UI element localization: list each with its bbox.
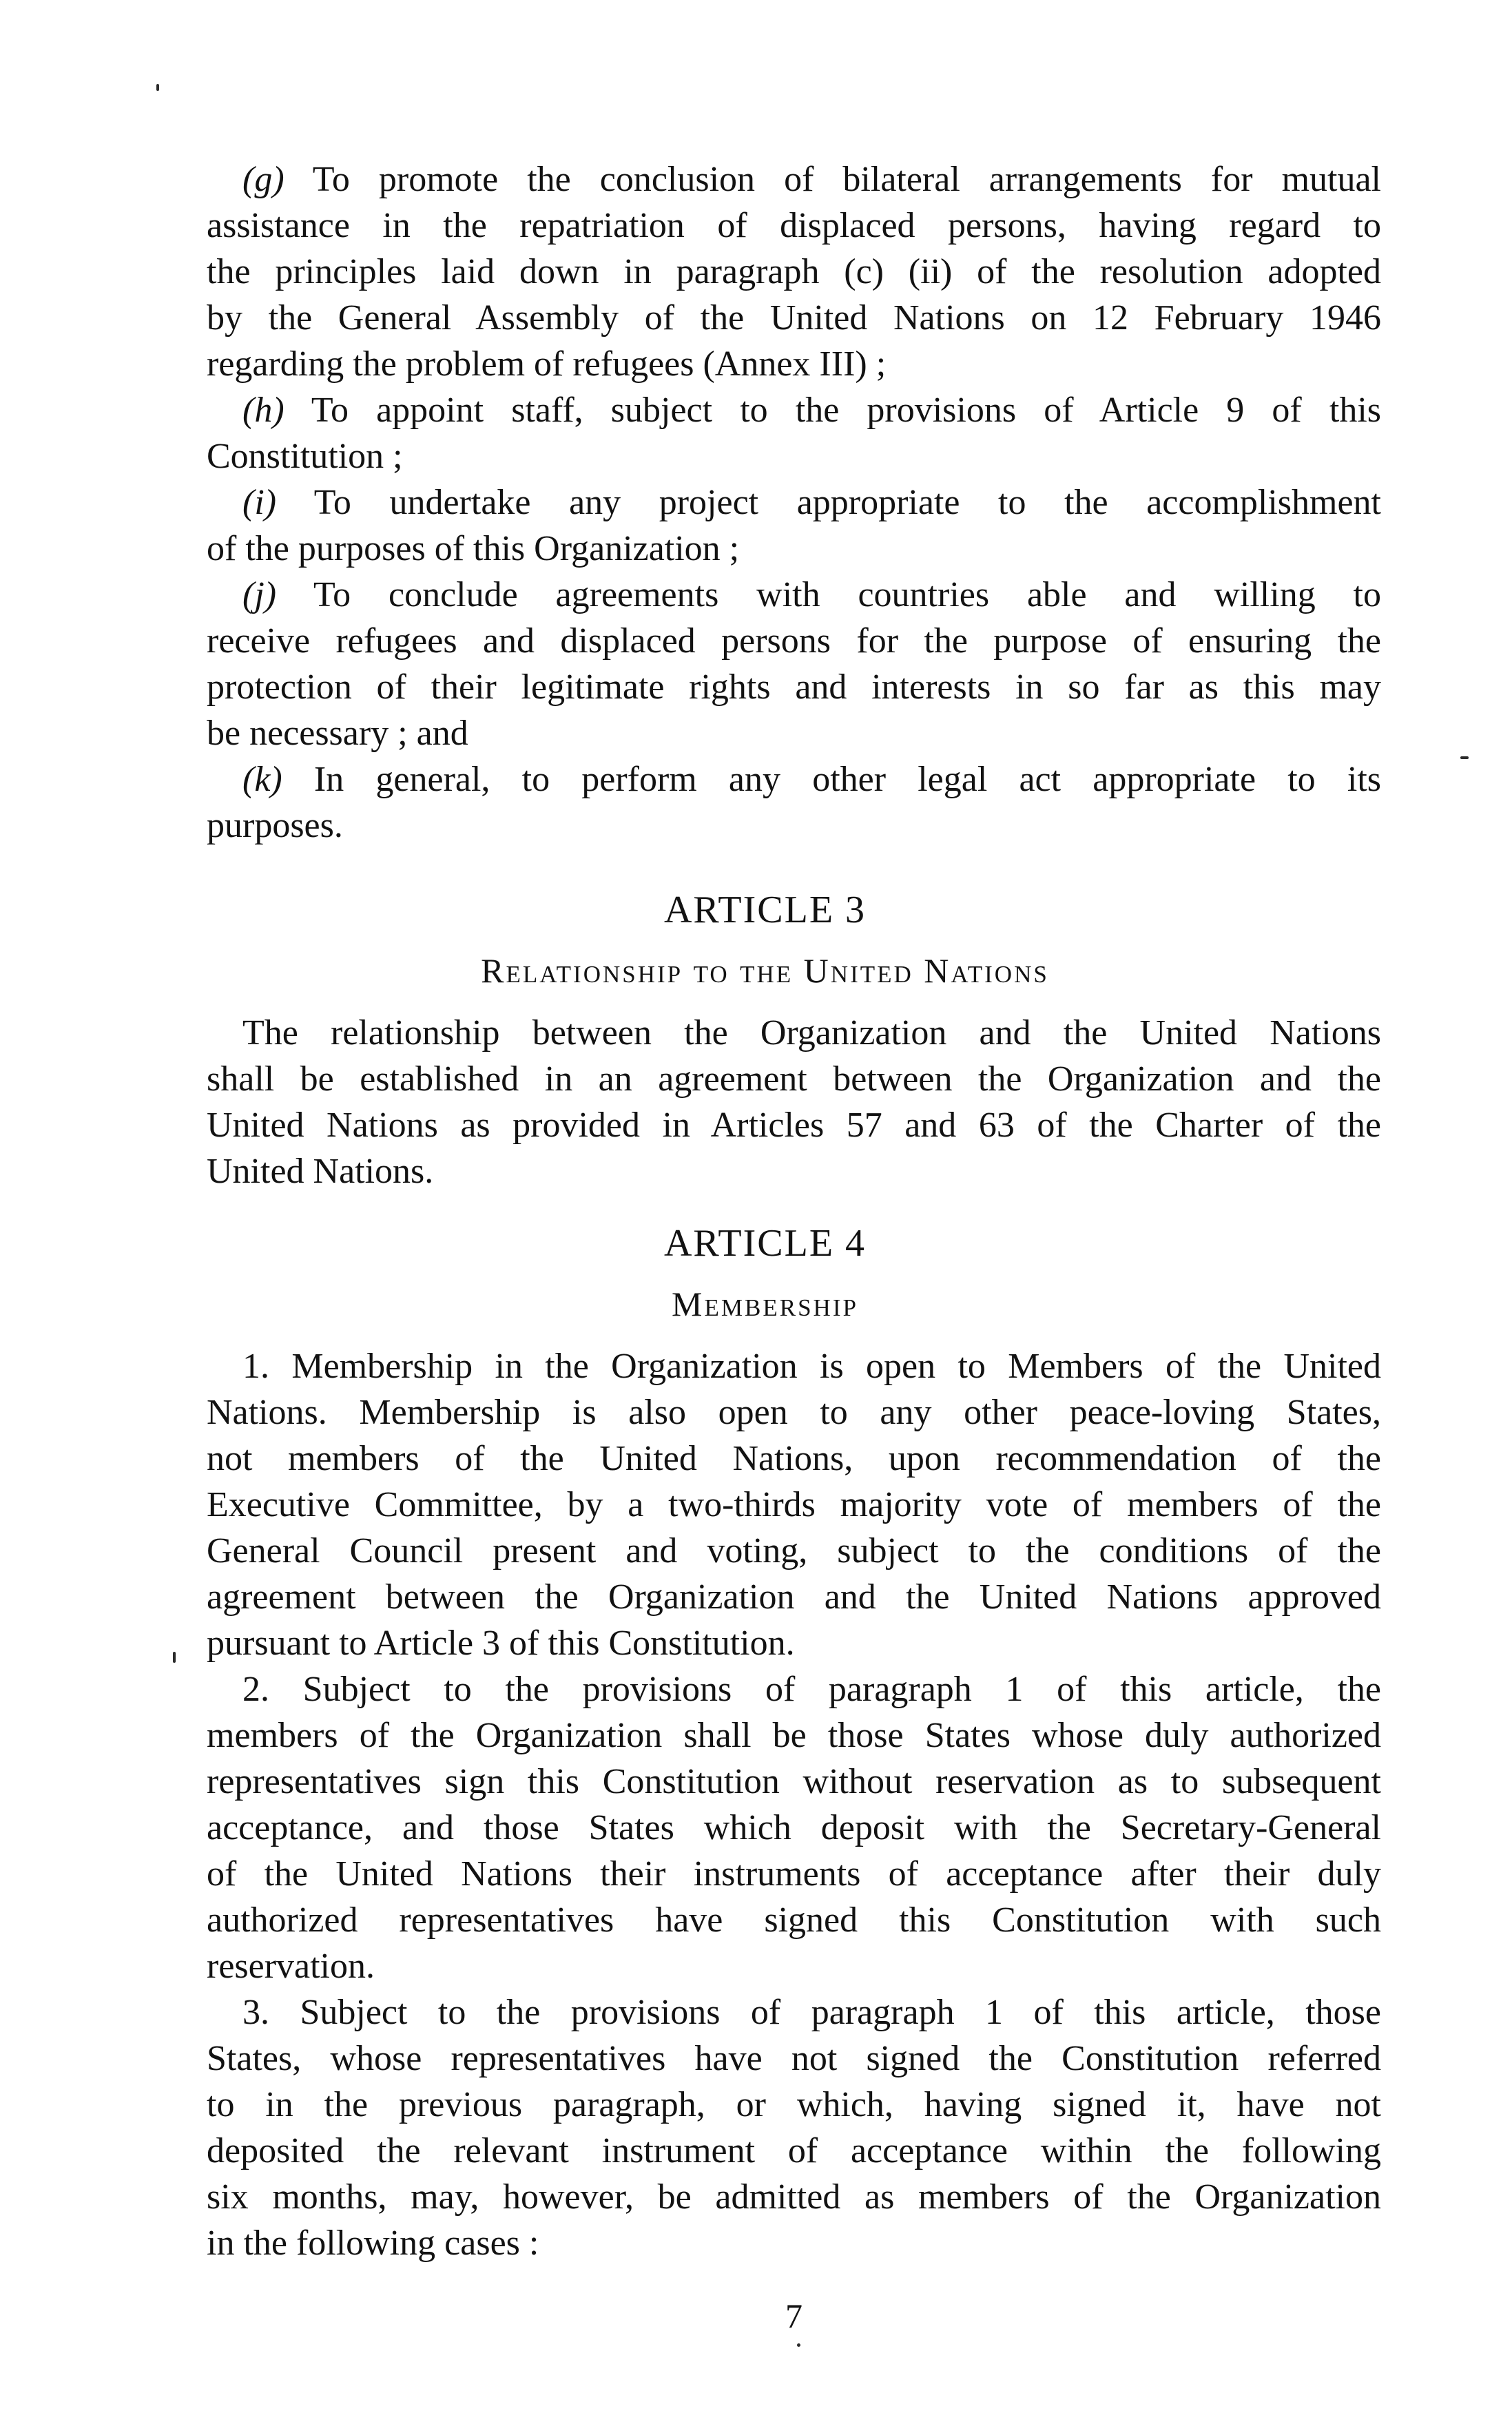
- paragraph-g-line: the principles laid down in paragraph (c) (ii) of the resolution adopted: [207, 252, 1381, 291]
- article-4-paragraph-2-line: 2. Subject to the provisions of paragraph 1 of this article, the: [242, 1670, 1381, 1709]
- article-4-paragraph-3-line: to in the previous paragraph, or which, having signed it, have not: [207, 2085, 1381, 2124]
- article-3-paragraph-line: United Nations as provided in Articles 57 and 63 of the Charter of the: [207, 1106, 1381, 1145]
- article-3-paragraph-line: United Nations.: [207, 1152, 434, 1191]
- paragraph-h-line: Constitution ;: [207, 437, 403, 476]
- article-3-paragraph-line: shall be established in an agreement between the Organization and the: [207, 1059, 1381, 1099]
- article-4-paragraph-2-line: authorized representatives have signed this Constitution with such: [207, 1900, 1381, 1940]
- scan-speck: [156, 84, 159, 91]
- article-4-paragraph-3-line: in the following cases :: [207, 2224, 539, 2263]
- line-text: To conclude agreements with countries able and willing to: [313, 575, 1381, 614]
- paragraph-j-line: [207, 572, 1381, 618]
- article-4-paragraph-2-line: representatives sign this Constitution without reservation as to subsequent: [207, 1762, 1381, 1801]
- article-4-paragraph-1-line: agreement between the Organization and the United Nations approved: [207, 1577, 1381, 1617]
- line-text: To appoint staff, subject to the provisions of Article 9 of this: [311, 391, 1381, 430]
- paragraph-g-line: by the General Assembly of the United Nations on 12 February 1946: [207, 298, 1381, 338]
- article-4-paragraph-1-line: pursuant to Article 3 of this Constitution.: [207, 1624, 795, 1663]
- article-4-paragraph-3-line: deposited the relevant instrument of acceptance within the following: [207, 2131, 1381, 2170]
- scan-speck: [173, 1652, 176, 1663]
- article-4-paragraph-1-line: not members of the United Nations, upon recommendation of the: [207, 1439, 1381, 1478]
- paragraph-marker: (j): [242, 575, 277, 614]
- paragraph-g-line: assistance in the repatriation of displaced persons, having regard to: [207, 206, 1381, 245]
- article-4-paragraph-1-line: Nations. Membership is also open to any other peace-loving States,: [207, 1393, 1381, 1432]
- article-4-paragraph-1-line: Executive Committee, by a two-thirds majority vote of members of the: [207, 1485, 1381, 1524]
- article-3-heading: ARTICLE 3: [663, 889, 867, 931]
- article-4-paragraph-2-line: of the United Nations their instruments of acceptance after their duly: [207, 1854, 1381, 1894]
- paragraph-j-line: be necessary ; and: [207, 714, 468, 753]
- paragraph-j-line: protection of their legitimate rights and interests in so far as this may: [207, 667, 1381, 707]
- paragraph-j-line: receive refugees and displaced persons for the purpose of ensuring the: [207, 621, 1381, 661]
- article-4-paragraph-2-line: acceptance, and those States which deposit with the Secretary-General: [207, 1808, 1381, 1847]
- article-4-paragraph-3-line: 3. Subject to the provisions of paragraph 1 of this article, those: [242, 1993, 1381, 2032]
- article-4-paragraph-2-line: members of the Organization shall be those States whose duly authorized: [207, 1716, 1381, 1755]
- article-3-subheading: Relationship to the United Nations: [481, 951, 1049, 990]
- paragraph-marker: (g): [242, 160, 284, 199]
- paragraph-g-line: regarding the problem of refugees (Annex III) ;: [207, 344, 887, 384]
- page-text: [207, 156, 1381, 2266]
- article-4-paragraph-1-line: 1. Membership in the Organization is open to Members of the United: [242, 1347, 1381, 1386]
- article-4-paragraph-3-line: States, whose representatives have not signed the Constitution referred: [207, 2039, 1381, 2078]
- article-4-subheading: Membership: [672, 1285, 858, 1323]
- paragraph-i-line: [207, 479, 1381, 526]
- line-text: To promote the conclusion of bilateral arrangements for mutual: [312, 160, 1381, 199]
- paragraph-marker: (h): [242, 391, 284, 430]
- article-4-heading: ARTICLE 4: [663, 1222, 867, 1265]
- paragraph-k-line: [207, 756, 1381, 802]
- paragraph-marker: (i): [242, 483, 277, 522]
- line-text: To undertake any project appropriate to the accomplishment: [313, 483, 1382, 522]
- page-number: 7: [785, 2297, 802, 2335]
- article-4-paragraph-1-line: General Council present and voting, subject to the conditions of the: [207, 1531, 1381, 1571]
- paragraph-marker: (k): [242, 760, 282, 799]
- paragraph-g-line: [207, 156, 1381, 203]
- line-text: In general, to perform any other legal act appropriate to its: [313, 760, 1382, 799]
- article-4-paragraph-3-line: six months, may, however, be admitted as members of the Organization: [207, 2177, 1381, 2217]
- scan-speck: [797, 2343, 800, 2347]
- paragraph-i-line: of the purposes of this Organization ;: [207, 529, 740, 568]
- article-3-paragraph-line: The relationship between the Organization and the United Nations: [242, 1013, 1381, 1053]
- paragraph-h-line: [207, 387, 1381, 433]
- article-4-paragraph-2-line: reservation.: [207, 1947, 375, 1986]
- scan-speck: [1460, 756, 1469, 759]
- paragraph-k-line: purposes.: [207, 806, 343, 845]
